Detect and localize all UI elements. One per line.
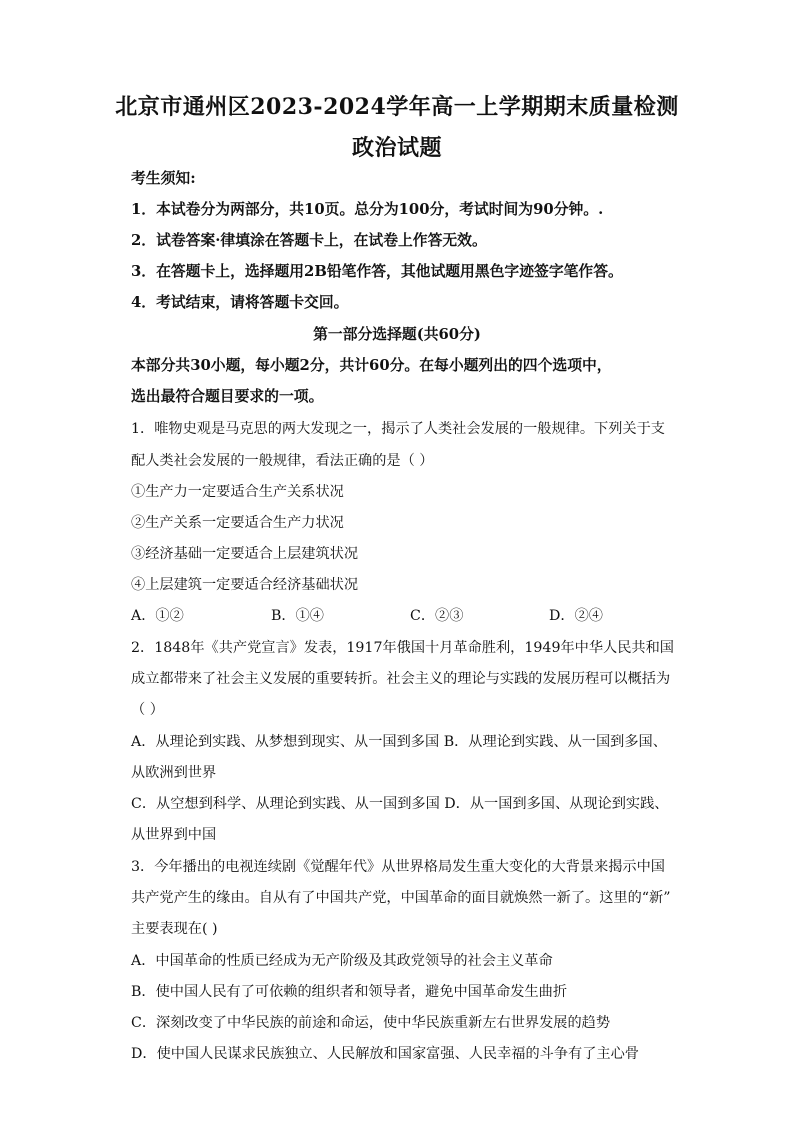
question-3-stem: 共产党产生的缘由。自从有了中国共产党，中国革命的面目就焕然一新了。这里的“新” bbox=[131, 890, 671, 906]
question-1-option-a: A．①② bbox=[131, 608, 184, 624]
question-3-option-b: B．使中国人民有了可依赖的组织者和领导者，避免中国革命发生曲折 bbox=[131, 984, 568, 1000]
question-2-stem: （ ） bbox=[131, 702, 164, 718]
question-1-statement: ①生产力一定要适合生产关系状况 bbox=[131, 484, 344, 500]
notice-item: 1．本试卷分为两部分，共10页。总分为100分，考试时间为90分钟。. bbox=[131, 201, 604, 218]
section-intro: 本部分共30小题，每小题2分，共计60分。在每小题列出的四个选项中， bbox=[131, 357, 612, 374]
question-3-stem: 主要表现在( ) bbox=[131, 921, 218, 937]
notice-item: 3．在答题卡上，选择题用2B铅笔作答，其他试题用黑色字迹签字笔作答。 bbox=[131, 263, 623, 280]
notice-item: 4．考试结束，请将答题卡交回。 bbox=[131, 294, 349, 311]
question-1-statement: ④上层建筑一定要适合经济基础状况 bbox=[131, 577, 359, 593]
question-3-option-a: A．中国革命的性质已经成为无产阶级及其政党领导的社会主义革命 bbox=[131, 953, 553, 969]
question-2-options: A．从理论到实践、从梦想到现实、从一国到多国 B．从理论到实践、从一国到多国、 bbox=[131, 734, 667, 750]
section-intro: 选出最符合题目要求的一项。 bbox=[131, 388, 324, 405]
question-2-stem: 2．1848年《共产党宣言》发表，1917年俄国十月革命胜利，1949年中华人民共和国 bbox=[131, 640, 674, 656]
question-1-stem: 配人类社会发展的一般规律，看法正确的是（ ） bbox=[131, 453, 434, 469]
question-2-options: C．从空想到科学、从理论到实践、从一国到多国 D．从一国到多国、从现论到实践、 bbox=[131, 796, 669, 812]
question-1-option-d: D．②④ bbox=[549, 608, 603, 624]
question-2-stem: 成立都带来了社会主义发展的重要转折。社会主义的理论与实践的发展历程可以概括为 bbox=[131, 671, 671, 687]
question-1-option-c: C．②③ bbox=[410, 608, 464, 624]
question-1-option-b: B．①④ bbox=[271, 608, 324, 624]
notice-heading: 考生须知: bbox=[131, 170, 196, 187]
notice-item: 2．试卷答案·律填涂在答题卡上，在试卷上作答无效。 bbox=[131, 232, 487, 249]
question-3-option-c: C．深刻改变了中华民族的前途和命运，使中华民族重新左右世界发展的趋势 bbox=[131, 1015, 611, 1031]
question-2-options: 从欧洲到世界 bbox=[131, 765, 217, 781]
question-2-options: 从世界到中国 bbox=[131, 827, 217, 843]
question-3-option-d: D．使中国人民谋求民族独立、人民解放和国家富强、人民幸福的斗争有了主心骨 bbox=[131, 1046, 639, 1062]
section-heading: 第一部分选择题(共60分) bbox=[313, 326, 481, 343]
exam-title: 北京市通州区2023-2024学年高一上学期期末质量检测 bbox=[115, 94, 679, 120]
question-1-statement: ②生产关系一定要适合生产力状况 bbox=[131, 515, 344, 531]
question-1-stem: 1．唯物史观是马克思的两大发现之一，揭示了人类社会发展的一般规律。下列关于支 bbox=[131, 421, 665, 437]
exam-subject-title: 政治试题 bbox=[351, 135, 442, 161]
question-3-stem: 3．今年播出的电视连续剧《觉醒年代》从世界格局发生重大变化的大背景来揭示中国 bbox=[131, 859, 665, 875]
question-1-statement: ③经济基础一定要适合上层建筑状况 bbox=[131, 546, 359, 562]
